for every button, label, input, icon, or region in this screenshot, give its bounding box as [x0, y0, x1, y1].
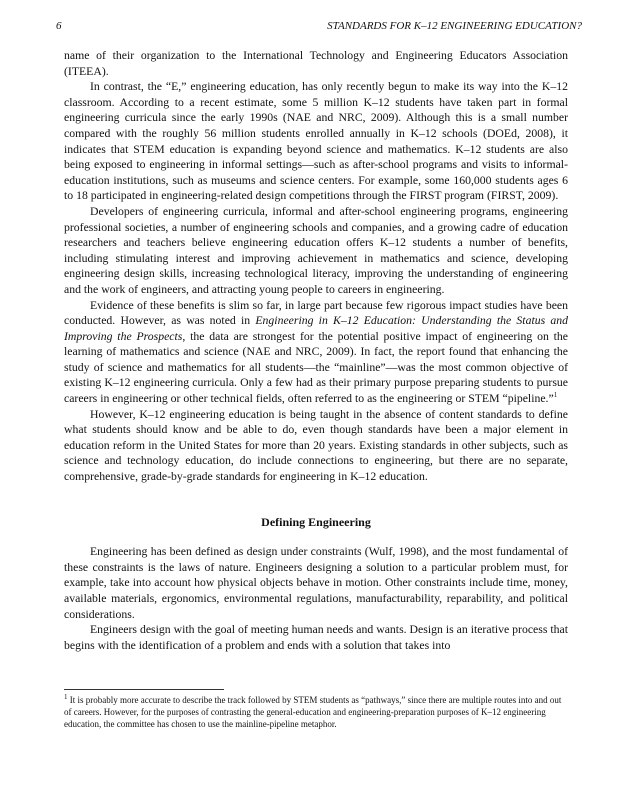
paragraph: However, K–12 engineering education is being taught in the absence of content standards to define what students should know and be able to do, even though standards have been a major element in education reform in the United States for more than 20 years. Existing standards in other subjects, such as science and technology education, do include connections to engineering, but there are no separate, comprehensive, grade-by-grade standards for engineering in K–12 education. [64, 407, 568, 484]
footnote [64, 694, 568, 731]
paragraph: Engineers design with the goal of meeting human needs and wants. Design is an iterative process that begins with the identification of a problem and ends with a solution that takes into [64, 623, 568, 652]
section-heading: Defining Engineering [261, 514, 371, 529]
paragraph: Engineering has been defined as design under constraints (Wulf, 1998), and the most fundamental of these constraints is the laws of nature. Engineers designing a solution to a particular problem must, for example, take into account how physical objects behave in motion. Other constraints include time, money, available materials, ergonomics, environmental regulations, manufacturability, reparability, and political considerations. [64, 545, 568, 621]
paragraph-with-citation [64, 298, 568, 407]
page-number: 6 [56, 20, 62, 32]
body-text [64, 48, 568, 653]
report-title: Engineering in K–12 Education: Understanding the Status and Improving the Prospects [64, 314, 568, 343]
footnote-mark: 1 [64, 693, 68, 701]
page-header [56, 20, 582, 32]
paragraph-text: Evidence of these benefits is slim so far, in large part because few rigorous impact studies have been conducted. However, as was noted in [64, 298, 568, 328]
paragraph: name of their organization to the International Technology and Engineering Educators Association (ITEEA). [64, 49, 568, 78]
paragraph: Developers of engineering curricula, informal and after-school engineering programs, engineering professional societies, a number of engineering schools and companies, and a growing cadre of education researchers and teachers believe engineering education offers K–12 students a number of benefits, including stimulating interest and improving achievement in mathematics and science, developing engineering design skills, increasing technological literacy, improving the understanding of engineering and the work of engineers, and attracting young people to careers in engineering. [64, 204, 568, 296]
footnote-divider [64, 689, 224, 690]
paragraph: In contrast, the “E,” engineering education, has only recently begun to make its way into the K–12 classroom. According to a recent estimate, some 5 million K–12 students have taken part in formal engineering curricula since the early 1990s (NAE and NRC, 2009). Although this is a small number compared with the roughly 56 million students enrolled annually in K–12 schools (DOEd, 2008), it indicates that STEM education is expanding beyond science and mathematics. K–12 students are also being exposed to engineering in informal settings—such as after-school programs and visits to informal-education institutions, such as museums and science centers. For example, some 160,000 students ages 6 to 18 participated in engineering-related design competitions through the FIRST program (FIRST, 2009). [64, 80, 568, 203]
footnote-reference[interactable]: 1 [553, 391, 558, 400]
footnote-text: It is probably more accurate to describe the track followed by STEM students as “pathways,” since there are multiple routes into and out of careers. However, for the purposes of contrasting the general-education and engineering-preparation purposes of K–12 engineering education, the committee has chosen to use the mainline-pipeline metaphor. [64, 695, 562, 730]
paragraph-text: , the data are strongest for the potential positive impact of engineering on the learning of mathematics and science (NAE and NRC, 2009). In fact, the report found that enhancing the study of science and mathematics for all students—the “mainline”—was the most common objective of existing K–12 engineering curricula. Only a few had as their primary purpose preparing students to pursue careers in engineering or other technical fields, often referred to as the engineering or STEM “pipeline.” [64, 329, 568, 406]
running-title: STANDARDS FOR K–12 ENGINEERING EDUCATION? [327, 20, 582, 32]
